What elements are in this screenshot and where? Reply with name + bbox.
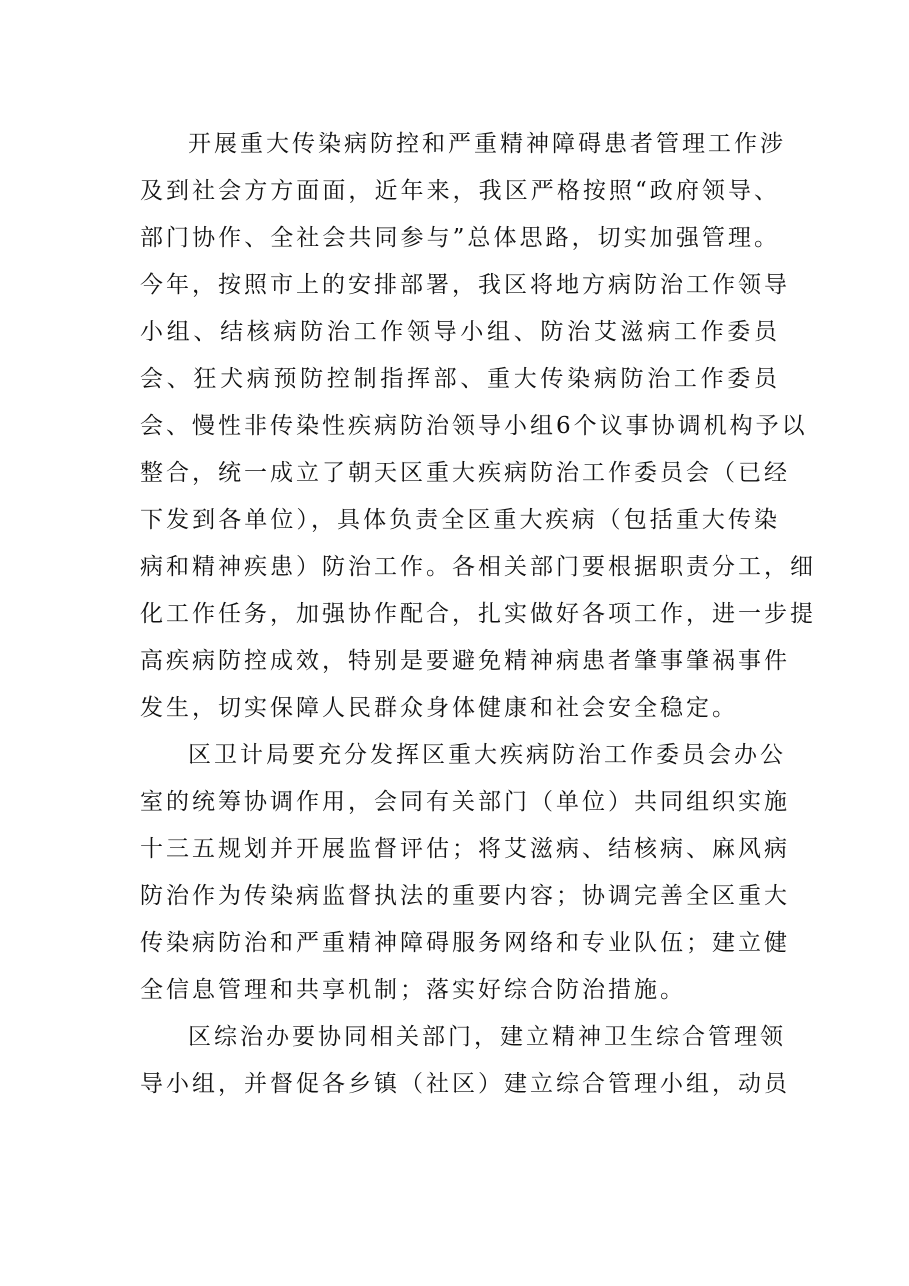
text-line: 小组、结核病防治工作领导小组、防治艾滋病工作委员: [140, 319, 780, 345]
text-line: 今年，按照市上的安排部署，我区将地方病防治工作领导: [140, 272, 790, 298]
text-line: 病和精神疾患）防治工作。各相关部门要根据职责分工，细: [140, 554, 816, 580]
text-line: 室的统筹协调作用，会同有关部门（单位）共同组织实施: [140, 789, 790, 815]
paragraph-2: [140, 732, 790, 1014]
text-line: 区卫计局要充分发挥区重大疾病防治工作委员会办公: [188, 742, 786, 768]
text-line: 会、狂犬病预防控制指挥部、重大传染病防治工作委员: [140, 366, 780, 392]
text-line: 传染病防治和严重精神障碍服务网络和专业队伍；建立健: [140, 930, 790, 956]
text-line: 整合，统一成立了朝天区重大疾病防治工作委员会（已经: [140, 460, 790, 486]
text-line: 导小组，并督促各乡镇（社区）建立综合管理小组，动员: [140, 1071, 790, 1097]
text-line: 区综治办要协同相关部门，建立精神卫生综合管理领: [188, 1024, 786, 1050]
text-line: 高疾病防控成效，特别是要避免精神病患者肇事肇祸事件: [140, 648, 790, 674]
text-line: 全信息管理和共享机制；落实好综合防治措施。: [140, 977, 686, 1003]
text-line: 及到社会方方面面，近年来，我区严格按照“政府领导、: [140, 178, 780, 204]
text-line: 发生，切实保障人民群众身体健康和社会安全稳定。: [140, 695, 738, 721]
text-line: 下发到各单位），具体负责全区重大疾病（包括重大传染: [140, 507, 780, 533]
paragraph-1: [140, 121, 816, 732]
text-line: 部门协作、全社会共同参与”总体思路，切实加强管理。: [140, 225, 780, 251]
document-body: [140, 121, 816, 1108]
text-line: 化工作任务，加强协作配合，扎实做好各项工作，进一步提: [140, 601, 816, 627]
text-line: 开展重大传染病防控和严重精神障碍患者管理工作涉: [188, 131, 786, 157]
text-line: 会、慢性非传染性疾病防治领导小组6个议事协调机构予以: [140, 413, 808, 439]
text-line: 防治作为传染病监督执法的重要内容；协调完善全区重大: [140, 883, 790, 909]
text-line: 十三五规划并开展监督评估；将艾滋病、结核病、麻风病: [140, 836, 790, 862]
paragraph-3: [140, 1014, 790, 1108]
